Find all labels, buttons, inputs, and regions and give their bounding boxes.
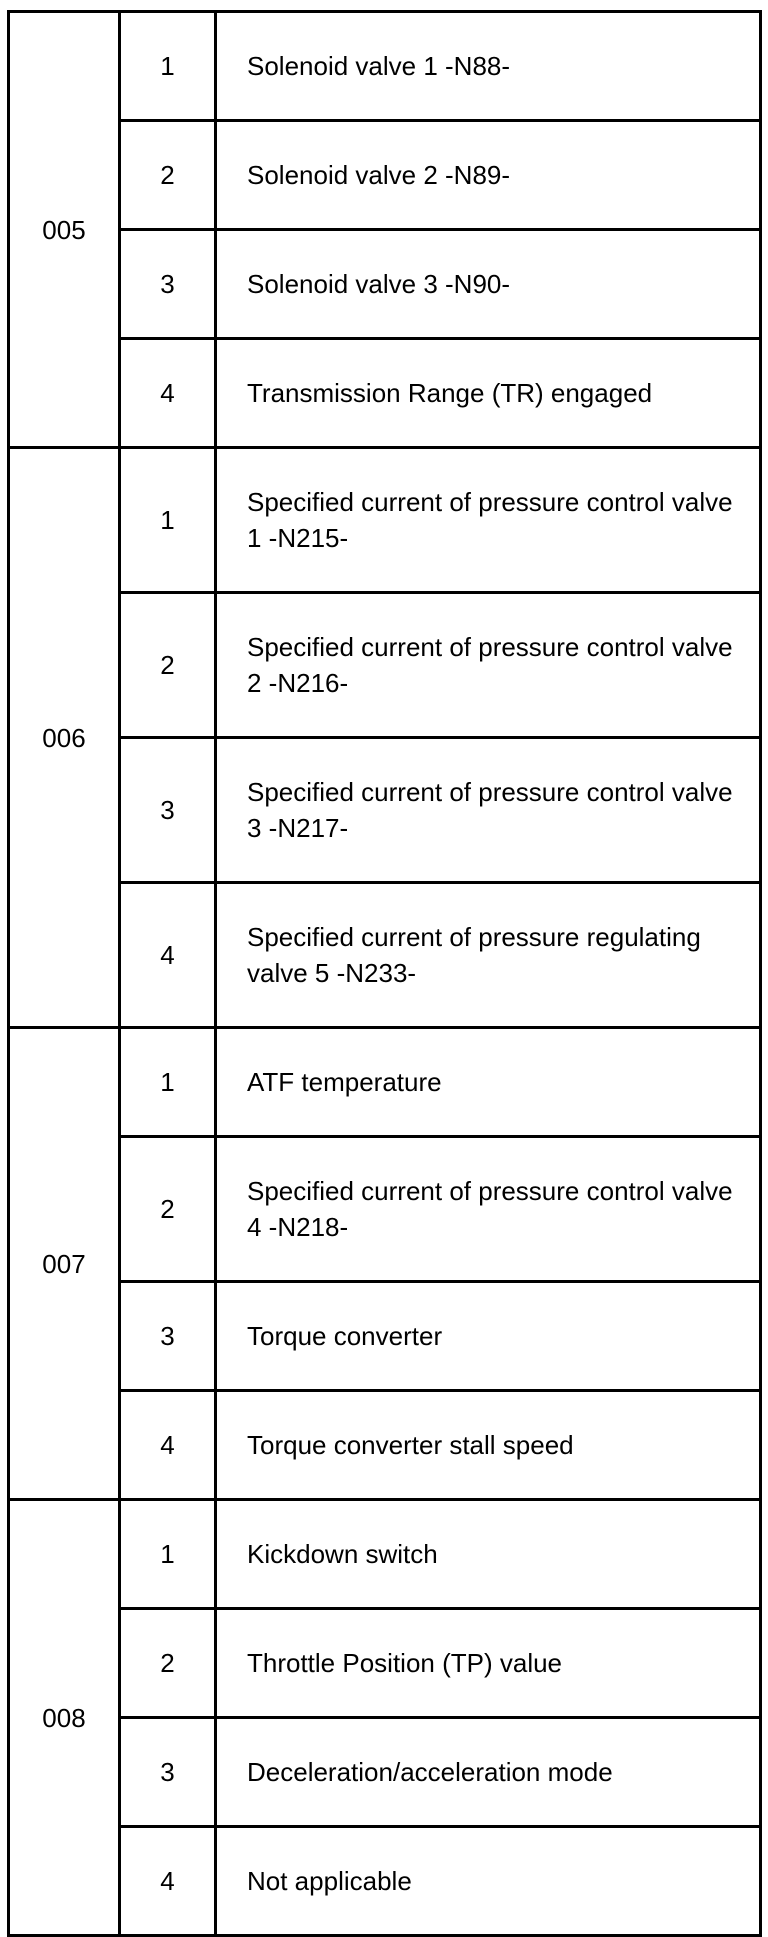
- table-row: [9, 593, 761, 738]
- table-row: [9, 1282, 761, 1391]
- description-cell: Specified current of pressure control valve 2 -N216-: [216, 593, 761, 738]
- table-row: [9, 448, 761, 593]
- description-cell: Throttle Position (TP) value: [216, 1609, 761, 1718]
- field-number-cell: 3: [120, 1718, 216, 1827]
- table-row: [9, 1137, 761, 1282]
- table-row: [9, 1718, 761, 1827]
- table-row: [9, 1827, 761, 1936]
- field-number-cell: 2: [120, 121, 216, 230]
- field-number-cell: 1: [120, 12, 216, 121]
- table-row: [9, 1500, 761, 1609]
- field-number-cell: 2: [120, 1137, 216, 1282]
- table-row: [9, 883, 761, 1028]
- table-row: [9, 738, 761, 883]
- field-number-cell: 4: [120, 1827, 216, 1936]
- field-number-cell: 4: [120, 883, 216, 1028]
- group-number-cell: 005: [9, 12, 120, 448]
- group-number-cell: 007: [9, 1028, 120, 1500]
- description-cell: Torque converter: [216, 1282, 761, 1391]
- description-cell: Specified current of pressure control valve 4 -N218-: [216, 1137, 761, 1282]
- field-number-cell: 2: [120, 593, 216, 738]
- group-number-cell: 006: [9, 448, 120, 1028]
- field-number-cell: 1: [120, 1500, 216, 1609]
- table-row: [9, 339, 761, 448]
- table-row: [9, 230, 761, 339]
- description-cell: Specified current of pressure control valve 1 -N215-: [216, 448, 761, 593]
- description-cell: ATF temperature: [216, 1028, 761, 1137]
- field-number-cell: 4: [120, 1391, 216, 1500]
- description-cell: Specified current of pressure regulating valve 5 -N233-: [216, 883, 761, 1028]
- description-cell: Deceleration/acceleration mode: [216, 1718, 761, 1827]
- group-number-cell: 008: [9, 1500, 120, 1936]
- description-cell: Not applicable: [216, 1827, 761, 1936]
- measuring-value-table: [7, 10, 762, 1937]
- table-row: [9, 121, 761, 230]
- description-cell: Kickdown switch: [216, 1500, 761, 1609]
- description-cell: Transmission Range (TR) engaged: [216, 339, 761, 448]
- description-cell: Solenoid valve 1 -N88-: [216, 12, 761, 121]
- field-number-cell: 3: [120, 1282, 216, 1391]
- description-cell: Torque converter stall speed: [216, 1391, 761, 1500]
- table-row: [9, 12, 761, 121]
- field-number-cell: 1: [120, 1028, 216, 1137]
- field-number-cell: 3: [120, 230, 216, 339]
- field-number-cell: 1: [120, 448, 216, 593]
- field-number-cell: 2: [120, 1609, 216, 1718]
- field-number-cell: 3: [120, 738, 216, 883]
- table-row: [9, 1028, 761, 1137]
- table-row: [9, 1609, 761, 1718]
- field-number-cell: 4: [120, 339, 216, 448]
- description-cell: Solenoid valve 3 -N90-: [216, 230, 761, 339]
- table-row: [9, 1391, 761, 1500]
- description-cell: Specified current of pressure control valve 3 -N217-: [216, 738, 761, 883]
- description-cell: Solenoid valve 2 -N89-: [216, 121, 761, 230]
